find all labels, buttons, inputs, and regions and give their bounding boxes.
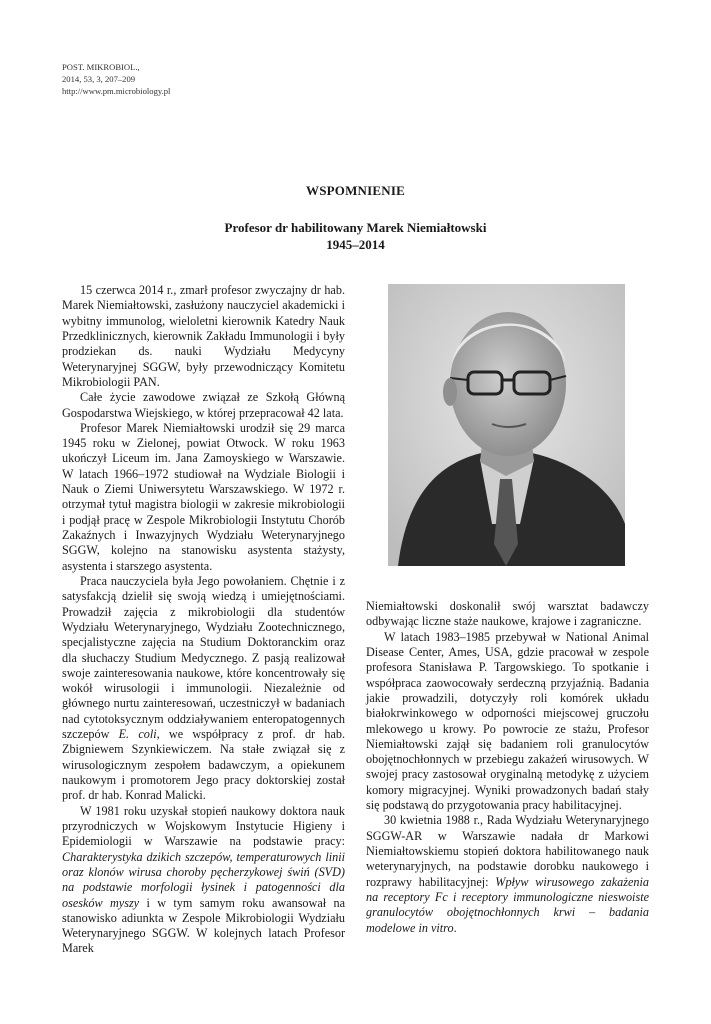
paragraph: Profesor Marek Niemiałtowski urodził się 29 marca 1945 roku w Zielonej, powiat Otwock. W roku 1963 ukończył Liceum im. Jana Zamoyskiego w Warszawie. W latach 1966–1972 studiował na Wydziale Biologii i Nauk o Ziemi Uniwersytetu Warszawskiego. W 1972 r. otrzymał tytuł magistra biologii w zakresie mikrobiologii i podjął pracę w Zespole Mikrobiologii Instytutu Chorób Zakaźnych i Inwazyjnych Wydziału Weterynaryjnego SGGW, kolejno na stanowisku asystenta stażysty, asystenta i starszego asystenta. (62, 420, 345, 573)
paragraph: 30 kwietnia 1988 r., Rada Wydziału Weterynaryjnego SGGW-AR w Warszawie nadała dr Markowi Niemiałtowskiemu stopień doktora habilitowanego nauk weterynaryjnych, na podstawie dorobku naukowego i rozprawy habilitacyjnej: Wpływ wirusowego zakażenia na receptory Fc i receptory immunologiczne nieswoiste granulocytów obojętnochłonnych krwi – badania modelowe in vitro. (366, 813, 650, 935)
portrait-photo (388, 284, 625, 566)
journal-name: POST. MIKROBIOL., (62, 62, 140, 72)
journal-url: http://www.pm.microbiology.pl (62, 86, 171, 96)
paragraph: W 1981 roku uzyskał stopień naukowy doktora nauk przyrodniczych w Wojskowym Instytucie Higieny i Epidemiologii w Warszawie na podstawie pracy: Charakterystyka dzikich szczepów, temperaturowych linii oraz klonów wirusa choroby pęcherzykowej świń (SVD) na podstawie morfologii łysinek i patogenności dla osesków myszy i w tym samym roku awansował na stanowisko adiunkta w Zespole Mikrobiologii Wydziału Weterynaryjnego SGGW. W kolejnych latach Profesor Marek (62, 803, 345, 956)
article-years: 1945–2014 (326, 237, 385, 252)
left-column (62, 283, 345, 957)
paragraph: Praca nauczyciela była Jego powołaniem. Chętnie i z satysfakcją dzielił się swoją wiedzą i umiejętnościami. Prowadził zajęcia z mikrobiologii dla studentów Wydziału Weterynaryjnego, Wydziału Zootechnicznego, specjalistyczne zajęcia na Studium Doktoranckim oraz dla słuchaczy Studium Medycznego. Z pasją realizował swoje zainteresowania naukowe, które koncentrowały się wokół wirusologii i immunologii. Niezależnie od głównego nurtu zainteresowań, uczestniczył w badaniach nad cytotoksycznym oddziaływaniem enteropatogennych szczepów E. coli, we współpracy z prof. dr hab. Zbigniewem Szynkiewiczem. Na stałe związał się z wirusologicznym zespołem badawczym, a opiekunem naukowym i promotorem Jego pracy doktorskiej został prof. dr hab. Konrad Malicki. (62, 573, 345, 803)
article-title: Profesor dr habilitowany Marek Niemiałtowski (224, 220, 487, 235)
paragraph: W latach 1983–1985 przebywał w National Animal Disease Center, Ames, USA, gdzie pracował w zespole profesora Stanisława P. Targowskiego. To spotkanie i współpraca zaowocowały serdeczną przyjaźnią. Badania jakie prowadzili, dotyczyły roli komórek układu białokrwinkowego w odporności miejscowej gruczołu mlekowego u krowy. Po powrocie ze stażu, Profesor Niemiałtowski zajął się badaniem roli granulocytów obojętnochłonnych w przebiegu zakażeń wirusowych. W swojej pracy zastosował oryginalną metodykę z użyciem komory migracyjnej. Wyniki prowadzonych badań stały się podstawą do przygotowania pracy habilitacyjnej. (366, 629, 649, 813)
paragraph: Niemiałtowski doskonalił swój warsztat badawczy odbywając liczne staże naukowe, krajowe i zagraniczne. (366, 599, 649, 629)
journal-citation (62, 61, 170, 97)
right-column (366, 599, 649, 936)
journal-volume: 2014, 53, 3, 207–209 (62, 74, 136, 84)
article-heading: WSPOMNIENIE (306, 183, 405, 198)
portrait-illustration (388, 284, 625, 566)
paragraph: Całe życie zawodowe związał ze Szkołą Główną Gospodarstwa Wiejskiego, w której przepracował 42 lata. (62, 390, 345, 420)
paragraph: 15 czerwca 2014 r., zmarł profesor zwyczajny dr hab. Marek Niemiałtowski, zasłużony nauczyciel akademicki i wybitny immunolog, wieloletni kierownik Katedry Nauk Przedklinicznych, kierownik Zakładu Immunologii i były prodziekan ds. nauki Wydziału Medycyny Weterynaryjnej SGGW, były przewodniczący Komitetu Mikrobiologii PAN. (62, 283, 345, 389)
article-title-block (0, 219, 711, 253)
